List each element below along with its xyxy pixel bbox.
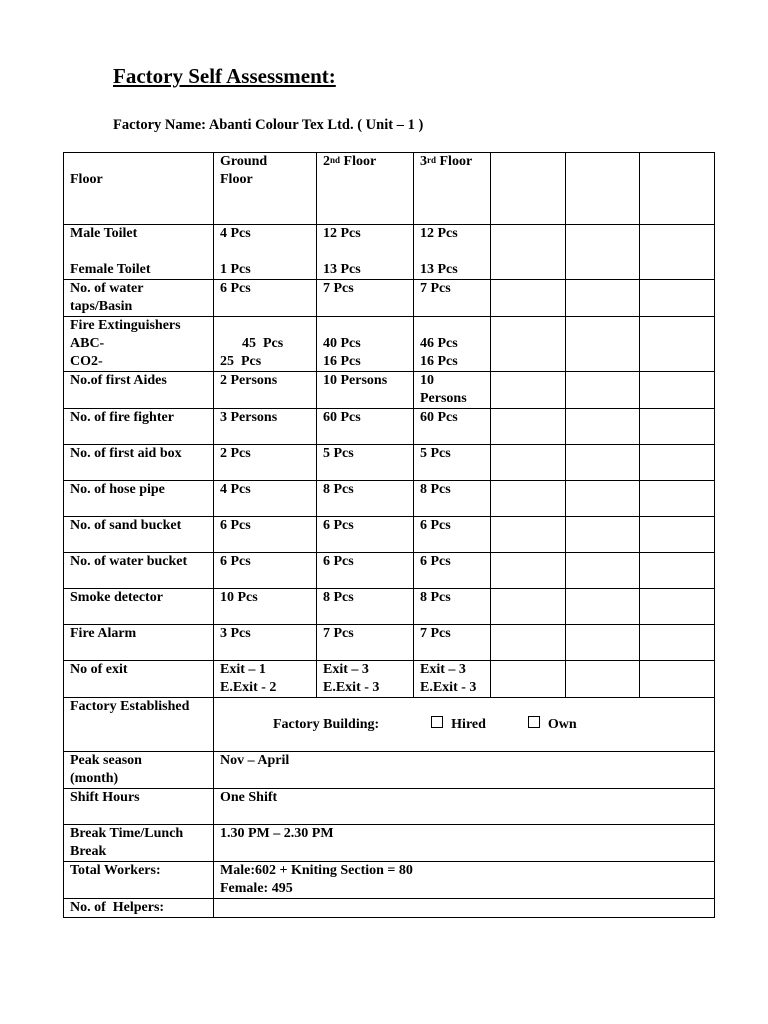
- first-aid-box-second: 5 Pcs: [317, 445, 414, 481]
- shift-hours-row: [64, 789, 715, 825]
- assessment-table: [63, 152, 715, 918]
- break-time-label: [64, 825, 214, 862]
- first-aides-third-line1: 10: [420, 373, 434, 388]
- empty-cell: [566, 553, 640, 589]
- sand-bucket-row: [64, 517, 715, 553]
- second-header-sup: nd: [330, 155, 341, 165]
- smoke-detector-third: 8 Pcs: [414, 589, 491, 625]
- third-female-toilet: 13 Pcs: [420, 262, 458, 277]
- total-workers-line2: Female: 495: [220, 881, 293, 896]
- smoke-detector-ground: 10 Pcs: [214, 589, 317, 625]
- break-time-row: [64, 825, 715, 862]
- exit-second-line1: Exit – 3: [323, 662, 369, 677]
- water-taps-label-line1: No. of water: [70, 281, 144, 296]
- peak-season-value: Nov – April: [214, 752, 715, 789]
- water-bucket-ground: 6 Pcs: [214, 553, 317, 589]
- total-workers-value: [214, 862, 715, 899]
- water-bucket-third: 6 Pcs: [414, 553, 491, 589]
- second-abc: 40 Pcs: [323, 336, 361, 351]
- helpers-row: [64, 899, 715, 918]
- hired-option[interactable]: [431, 716, 486, 734]
- empty-cell: [566, 517, 640, 553]
- empty-cell: [566, 225, 640, 280]
- smoke-detector-row: [64, 589, 715, 625]
- ground-co2: 25 Pcs: [220, 354, 262, 369]
- empty-cell: [640, 317, 715, 372]
- helpers-label: No. of Helpers:: [64, 899, 214, 918]
- exit-ground-line2: E.Exit - 2: [220, 680, 277, 695]
- peak-season-label-line1: Peak season: [70, 753, 142, 768]
- empty-cell: [491, 372, 566, 409]
- hose-pipe-third: 8 Pcs: [414, 481, 491, 517]
- fire-ext-label-line1: Fire Extinguishers: [70, 318, 181, 333]
- fire-fighter-ground: 3 Persons: [214, 409, 317, 445]
- empty-cell: [491, 153, 566, 225]
- fire-alarm-label: Fire Alarm: [64, 625, 214, 661]
- exit-third: [414, 661, 491, 698]
- first-aid-box-third: 5 Pcs: [414, 445, 491, 481]
- empty-cell: [491, 409, 566, 445]
- fire-fighter-label: No. of fire fighter: [64, 409, 214, 445]
- toilet-ground: [214, 225, 317, 280]
- floor-header-cell: [64, 153, 214, 225]
- empty-cell: [491, 625, 566, 661]
- fire-fighter-third: 60 Pcs: [414, 409, 491, 445]
- total-workers-label: Total Workers:: [64, 862, 214, 899]
- exit-third-line2: E.Exit - 3: [420, 680, 477, 695]
- empty-cell: [566, 625, 640, 661]
- fire-alarm-ground: 3 Pcs: [214, 625, 317, 661]
- empty-cell: [491, 280, 566, 317]
- factory-name: Factory Name: Abanti Colour Tex Ltd. ( Unit – 1 ): [113, 117, 424, 133]
- toilet-row: [64, 225, 715, 280]
- empty-cell: [640, 153, 715, 225]
- first-aides-row: [64, 372, 715, 409]
- fire-ext-label-abc: ABC-: [70, 336, 105, 351]
- toilet-label: [64, 225, 214, 280]
- empty-cell: [566, 409, 640, 445]
- water-taps-second: 7 Pcs: [317, 280, 414, 317]
- page-title: Factory Self Assessment:: [113, 64, 336, 88]
- water-taps-row: [64, 280, 715, 317]
- sand-bucket-label: No. of sand bucket: [64, 517, 214, 553]
- smoke-detector-label: Smoke detector: [64, 589, 214, 625]
- empty-cell: [491, 553, 566, 589]
- exit-ground: [214, 661, 317, 698]
- water-taps-ground: 6 Pcs: [214, 280, 317, 317]
- first-aid-box-row: [64, 445, 715, 481]
- exit-label: No of exit: [64, 661, 214, 698]
- ground-abc: 45 Pcs: [242, 336, 284, 351]
- hose-pipe-ground: 4 Pcs: [214, 481, 317, 517]
- second-female-toilet: 13 Pcs: [323, 262, 361, 277]
- water-taps-label-line2: taps/Basin: [70, 299, 133, 314]
- empty-cell: [640, 280, 715, 317]
- first-aid-box-label: No. of first aid box: [64, 445, 214, 481]
- fire-alarm-third: 7 Pcs: [414, 625, 491, 661]
- empty-cell: [640, 553, 715, 589]
- first-aid-box-ground: 2 Pcs: [214, 445, 317, 481]
- empty-cell: [566, 445, 640, 481]
- break-time-value: 1.30 PM – 2.30 PM: [214, 825, 715, 862]
- ground-male-toilet: 4 Pcs: [220, 226, 251, 241]
- hired-label: Hired: [451, 717, 486, 732]
- exit-second-line2: E.Exit - 3: [323, 680, 380, 695]
- hose-pipe-row: [64, 481, 715, 517]
- second-co2: 16 Pcs: [323, 354, 361, 369]
- empty-cell: [640, 409, 715, 445]
- third-abc: 46 Pcs: [420, 336, 458, 351]
- exit-row: [64, 661, 715, 698]
- sand-bucket-ground: 6 Pcs: [214, 517, 317, 553]
- third-header-text: Floor: [436, 154, 473, 169]
- header-row: [64, 153, 715, 225]
- total-workers-line1: Male:602 + Kniting Section = 80: [220, 863, 413, 878]
- shift-hours-label: Shift Hours: [64, 789, 214, 825]
- sand-bucket-third: 6 Pcs: [414, 517, 491, 553]
- empty-cell: [491, 589, 566, 625]
- hired-checkbox[interactable]: [431, 716, 443, 728]
- toilet-third: [414, 225, 491, 280]
- fire-alarm-row: [64, 625, 715, 661]
- empty-cell: [491, 661, 566, 698]
- peak-season-row: [64, 752, 715, 789]
- female-toilet-label: Female Toilet: [70, 262, 151, 277]
- second-header-text: Floor: [340, 154, 377, 169]
- empty-cell: [640, 445, 715, 481]
- empty-cell: [640, 481, 715, 517]
- second-male-toilet: 12 Pcs: [323, 226, 361, 241]
- third-co2: 16 Pcs: [420, 354, 458, 369]
- break-time-label-line2: Break: [70, 844, 107, 859]
- toilet-second: [317, 225, 414, 280]
- empty-cell: [491, 317, 566, 372]
- shift-hours-value: One Shift: [214, 789, 715, 825]
- first-aides-ground: 2 Persons: [214, 372, 317, 409]
- empty-cell: [491, 481, 566, 517]
- empty-cell: [640, 517, 715, 553]
- own-option[interactable]: [528, 716, 577, 734]
- empty-cell: [566, 661, 640, 698]
- ground-female-toilet: 1 Pcs: [220, 262, 251, 277]
- exit-third-line1: Exit – 3: [420, 662, 466, 677]
- empty-cell: [566, 317, 640, 372]
- empty-cell: [491, 225, 566, 280]
- ground-header-line1: Ground: [220, 154, 268, 169]
- water-bucket-row: [64, 553, 715, 589]
- break-time-label-line1: Break Time/Lunch: [70, 826, 184, 841]
- peak-season-label: [64, 752, 214, 789]
- water-taps-third: 7 Pcs: [414, 280, 491, 317]
- hose-pipe-second: 8 Pcs: [317, 481, 414, 517]
- own-label: Own: [547, 717, 577, 732]
- third-floor-header: [414, 153, 491, 225]
- first-aides-third: [414, 372, 491, 409]
- empty-cell: [640, 625, 715, 661]
- empty-cell: [491, 445, 566, 481]
- factory-building-label: Factory Building:: [273, 717, 380, 732]
- sand-bucket-second: 6 Pcs: [317, 517, 414, 553]
- fire-fighter-second: 60 Pcs: [317, 409, 414, 445]
- exit-ground-line1: Exit – 1: [220, 662, 266, 677]
- building-cell: [214, 698, 715, 752]
- fire-ext-label-co2: CO2-: [70, 354, 103, 369]
- ground-floor-header: [214, 153, 317, 225]
- established-label: Factory Established: [64, 698, 214, 752]
- fire-alarm-second: 7 Pcs: [317, 625, 414, 661]
- fire-ext-label: [64, 317, 214, 372]
- empty-cell: [640, 589, 715, 625]
- fire-ext-second: [317, 317, 414, 372]
- smoke-detector-second: 8 Pcs: [317, 589, 414, 625]
- established-row: [64, 698, 715, 752]
- first-aides-label: No.of first Aides: [64, 372, 214, 409]
- water-bucket-label: No. of water bucket: [64, 553, 214, 589]
- third-header-num: 3: [420, 154, 427, 169]
- water-bucket-second: 6 Pcs: [317, 553, 414, 589]
- first-aides-second: 10 Persons: [317, 372, 414, 409]
- fire-fighter-row: [64, 409, 715, 445]
- empty-cell: [640, 372, 715, 409]
- empty-cell: [566, 481, 640, 517]
- empty-cell: [566, 280, 640, 317]
- second-floor-header: [317, 153, 414, 225]
- first-aides-third-line2: Persons: [420, 391, 467, 406]
- hose-pipe-label: No. of hose pipe: [64, 481, 214, 517]
- empty-cell: [566, 153, 640, 225]
- helpers-value: [214, 899, 715, 918]
- second-header-num: 2: [323, 154, 330, 169]
- empty-cell: [640, 661, 715, 698]
- third-male-toilet: 12 Pcs: [420, 226, 458, 241]
- total-workers-row: [64, 862, 715, 899]
- empty-cell: [491, 517, 566, 553]
- exit-second: [317, 661, 414, 698]
- empty-cell: [566, 589, 640, 625]
- fire-ext-third: [414, 317, 491, 372]
- fire-ext-ground: [214, 317, 317, 372]
- empty-cell: [566, 372, 640, 409]
- floor-header: Floor: [70, 172, 103, 187]
- water-taps-label: [64, 280, 214, 317]
- fire-extinguishers-row: [64, 317, 715, 372]
- empty-cell: [640, 225, 715, 280]
- male-toilet-label: Male Toilet: [70, 226, 138, 241]
- own-checkbox[interactable]: [528, 716, 540, 728]
- ground-header-line2: Floor: [220, 172, 253, 187]
- third-header-sup: rd: [427, 155, 436, 165]
- peak-season-label-line2: (month): [70, 771, 119, 786]
